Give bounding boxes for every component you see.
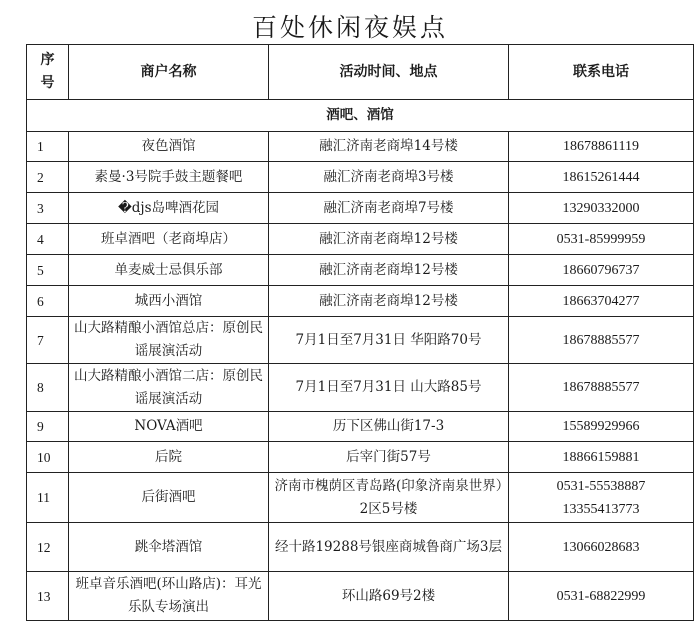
row-index: 12	[27, 523, 69, 572]
row-index: 6	[27, 286, 69, 317]
contact-phone: 0531-85999959	[509, 224, 694, 255]
table-row	[27, 473, 694, 523]
contact-phone: 13066028683	[509, 523, 694, 572]
row-index: 5	[27, 255, 69, 286]
table-row	[27, 255, 694, 286]
merchant-name: 班卓酒吧（老商埠店）	[69, 224, 269, 255]
table-row	[27, 523, 694, 572]
merchant-name: 山大路精酿小酒馆总店：原创民谣展演活动	[69, 317, 269, 364]
contact-phone: 18678885577	[509, 364, 694, 412]
row-index: 11	[27, 473, 69, 523]
contact-phone: 0531-55538887 13355413773	[509, 473, 694, 523]
activity-location: 7月1日至7月31日 华阳路70号	[269, 317, 509, 364]
header-phone: 联系电话	[509, 45, 694, 100]
merchant-name: 素曼·3号院手鼓主题餐吧	[69, 162, 269, 193]
contact-phone: 15589929966	[509, 412, 694, 442]
contact-phone: 18866159881	[509, 442, 694, 473]
table-row	[27, 317, 694, 364]
merchant-name: 后院	[69, 442, 269, 473]
section-row	[27, 100, 694, 132]
activity-location: 环山路69号2楼	[269, 572, 509, 621]
row-index: 3	[27, 193, 69, 224]
activity-location: 融汇济南老商埠12号楼	[269, 286, 509, 317]
document-title: 百处休闲夜娱点	[251, 13, 448, 42]
contact-phone: 0531-68822999	[509, 572, 694, 621]
activity-location: 融汇济南老商埠12号楼	[269, 224, 509, 255]
row-index: 4	[27, 224, 69, 255]
activity-location: 融汇济南老商埠14号楼	[269, 132, 509, 162]
row-index: 13	[27, 572, 69, 621]
row-index: 10	[27, 442, 69, 473]
merchant-name: 班卓音乐酒吧(环山路店)：耳光乐队专场演出	[69, 572, 269, 621]
row-index: 9	[27, 412, 69, 442]
row-index: 1	[27, 132, 69, 162]
header-index: 序号	[27, 45, 69, 100]
table-row	[27, 193, 694, 224]
merchant-name: NOVA酒吧	[69, 412, 269, 442]
table-row	[27, 286, 694, 317]
row-index: 7	[27, 317, 69, 364]
section-title: 酒吧、酒馆	[27, 100, 694, 132]
table-row	[27, 442, 694, 473]
activity-location: 融汇济南老商埠7号楼	[269, 193, 509, 224]
activity-location: 经十路19288号银座商城鲁商广场3层	[269, 523, 509, 572]
header-name: 商户名称	[69, 45, 269, 100]
activity-location: 7月1日至7月31日 山大路85号	[269, 364, 509, 412]
table-row	[27, 572, 694, 621]
table-row	[27, 162, 694, 193]
merchant-name: 单麦威士忌俱乐部	[69, 255, 269, 286]
venue-table	[26, 44, 694, 621]
merchant-name: 后街酒吧	[69, 473, 269, 523]
contact-phone: 18663704277	[509, 286, 694, 317]
activity-location: 融汇济南老商埠3号楼	[269, 162, 509, 193]
merchant-name: 山大路精酿小酒馆二店：原创民谣展演活动	[69, 364, 269, 412]
activity-location: 后宰门街57号	[269, 442, 509, 473]
contact-phone: 18678861119	[509, 132, 694, 162]
header-location: 活动时间、地点	[269, 45, 509, 100]
merchant-name: 夜色酒馆	[69, 132, 269, 162]
activity-location: 融汇济南老商埠12号楼	[269, 255, 509, 286]
contact-phone: 13290332000	[509, 193, 694, 224]
contact-phone: 18678885577	[509, 317, 694, 364]
merchant-name: 跳伞塔酒馆	[69, 523, 269, 572]
table-row	[27, 364, 694, 412]
activity-location: 历下区佛山街17-3	[269, 412, 509, 442]
row-index: 8	[27, 364, 69, 412]
row-index: 2	[27, 162, 69, 193]
table-row	[27, 412, 694, 442]
table-row	[27, 224, 694, 255]
contact-phone: 18660796737	[509, 255, 694, 286]
merchant-name: 城西小酒馆	[69, 286, 269, 317]
table-row	[27, 132, 694, 162]
activity-location: 济南市槐荫区青岛路(印象济南泉世界）2区5号楼	[269, 473, 509, 523]
merchant-name: �djs岛啤酒花园	[69, 193, 269, 224]
contact-phone: 18615261444	[509, 162, 694, 193]
table-header-row	[27, 45, 694, 100]
